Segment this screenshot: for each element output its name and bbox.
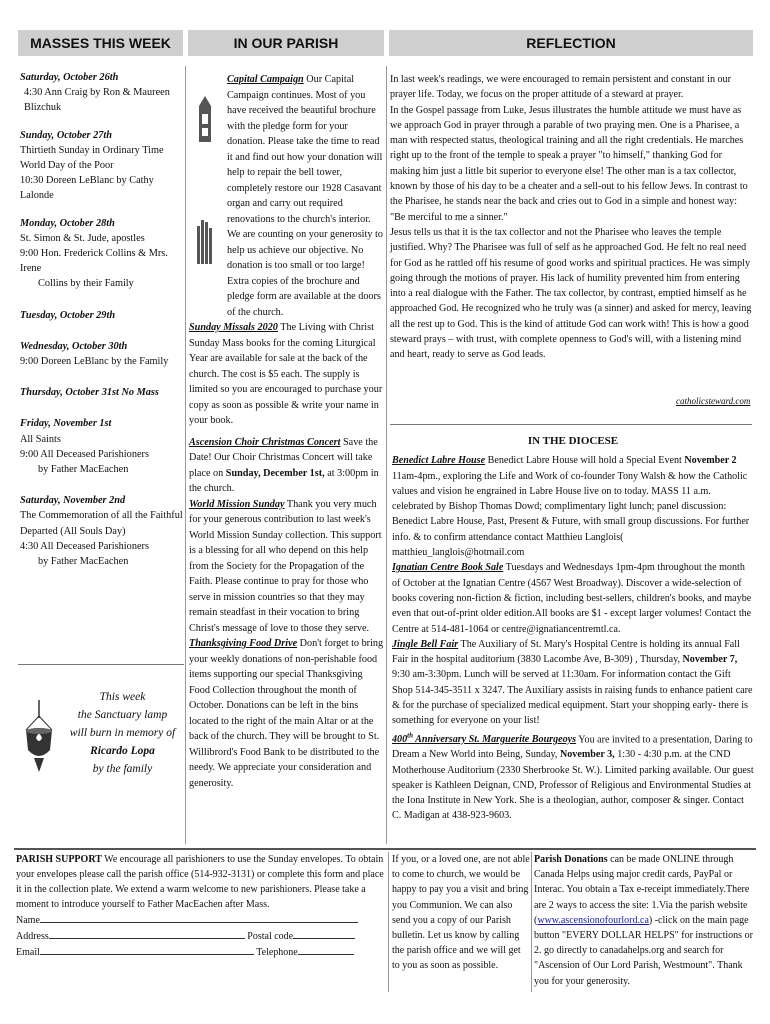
food-drive-notice (189, 636, 385, 791)
telephone-label: Telephone (256, 947, 298, 958)
lamp-line-2: the Sanctuary lamp (77, 709, 168, 721)
sanctuary-lamp-dedication (60, 688, 185, 778)
mass-detail-line: The Commemoration of all the Faithful (20, 510, 183, 522)
mass-detail-line: World Day of the Poor (20, 160, 114, 172)
labre-title: Benedict Labre House (392, 455, 486, 467)
reflection-paragraph-3: Jesus tells us that it is the tax collector and not the Pharisee who leaves the temple justified. Why? The Pharisee was full of self as he approached God. He felt no real need for God as he rattled off his resume of good works and spiritual practices. He was simply going through the motions of prayer. His lack of humility prevented him from entering into a real dialogue with the Father. The tax collector, by contrast, emptied himself as he approached God. He recognized who he truly was (a sinner) and asked for mercy, leaving all the rest up to God. This is the kind of attitude God can work with! This is how a good steward prays – with trust, with complete openness to God's will, with a listening mind and heart, ready to serve as God leads. (390, 226, 752, 361)
column-divider-1 (185, 66, 186, 844)
mass-day-heading: Sunday, October 27th (20, 129, 113, 141)
capital-campaign-notice (189, 72, 385, 320)
name-label: Name (16, 915, 40, 926)
lamp-line-5: by the family (92, 763, 153, 775)
labre-text: Benedict Labre House will hold a Special Event (485, 455, 685, 467)
choir-text: Save the Date! Our Choir Christmas Concert will take place on (189, 436, 378, 479)
missals-title: Sunday Missals 2020 (189, 322, 278, 333)
food-drive-title: Thanksgiving Food Drive (189, 638, 298, 649)
ignatian-title: Ignatian Centre Book Sale (392, 562, 504, 574)
mass-detail-line: Thirtieth Sunday in Ordinary Time (20, 144, 164, 156)
bourgeoys-title-text: Anniversary St. Marguerite Bourgeoys (412, 734, 577, 745)
mass-day-heading: Thursday, October 31st No Mass (20, 387, 159, 399)
parish-support-text: We encourage all parishioners to use the Sunday envelopes. To obtain your envelopes please call the parish office (514-932-3131) or complete this form and place it in the collection plate. We extend a warm welcome to new parishioners. Please take a moment to introduce yourself to Father MacEachen after Mass. (16, 854, 384, 910)
bourgeoys-notice (392, 729, 754, 824)
jingle-text-end: 9:30 am-3:30pm. Lunch will be served at 11:30am. For information contact the Gift Shop 514-345-3511 x 3247. The Auxiliary assists in raising funds to enhance patient care & for the purchase of specialized medical equipment. Start your shopping early- there is something for everyone on your list! (392, 669, 753, 727)
diocese-title: IN THE DIOCESE (527, 435, 619, 447)
bourgeoys-title (392, 731, 577, 745)
address-field[interactable] (49, 928, 245, 939)
telephone-field[interactable] (298, 944, 354, 955)
mass-day-heading: Monday, October 28th (20, 217, 115, 229)
bottom-divider (14, 848, 756, 850)
mass-day-heading: Saturday, November 2nd (20, 495, 126, 507)
postal-code-field[interactable] (293, 928, 355, 939)
donations-text-end: ) -click on the main page button "EVERY DOLLAR HELPS" for instructions or 2. go directly to canadahelps.org and search for "Ascension of Our Lord Parish, Westmount". Thank you for your generosity. (534, 914, 753, 987)
form-email-row (16, 944, 384, 960)
labre-notice (392, 453, 754, 560)
labre-text-end: 11am-4pm., exploring the Life and Work of co-founder Tony Walsh & how the Catholic values and vision he engrained in Labre House live on to today. MASS 11 a.m. celebrated by Bishop Thomas Dowd; complimentary light lunch; panel discussion: Benedict Labre House, Past, Present & Future, with small group discussions. For further info. & to confirm attendance contact Matthieu Langlois( matthieu_langlois@hotmail.com (392, 470, 750, 559)
bourgeoys-title-number: 400 (392, 734, 408, 745)
bourgeoys-text-end: 1:30 - 4:30 p.m. at the CND Motherhouse Auditorium (2330 Sherbrooke St. W.). Limited parking available. Our guest speaker is Kathleen Deignan, CND, Professor of Religious and Environmental Studies at the Iona Institute in New York. She is a theologian, author, composer & singer. Contact C. Madigan at 438-923-9603. (392, 749, 754, 822)
capital-campaign-text: Our Capital Campaign continues. Most of you have received the beautiful brochure with the pledge form for your donation. Please take the time to read it and find out how your donation will help to repair the bell tower, completely restore our 1928 Casavant organ and carry out required renovations to the church's interior. We are counting on your generosity to help us achieve our objective. No donation is too small or too large! Extra copies of the brochure and pledge form are available at the doors of the church. (227, 74, 383, 318)
mass-detail-line: 9:00 Doreen LeBlanc by the Family (20, 356, 169, 368)
bourgeoys-title-sup: th (407, 731, 413, 740)
choir-title: Ascension Choir Christmas Concert (189, 436, 341, 448)
jingle-title: Jingle Bell Fair (392, 638, 459, 650)
mass-detail-line: Collins by their Family (38, 278, 134, 290)
column-divider-2 (386, 66, 387, 844)
name-field[interactable] (40, 912, 358, 923)
email-field[interactable] (40, 944, 254, 955)
header-reflection: REFLECTION (389, 30, 753, 56)
reflection-paragraph-2: In the Gospel passage from Luke, Jesus illustrates the humble attitude we must have as we approach God in prayer through a parable of two praying men. One is a Pharisee, a man with respected status, theological training and all the right credentials. He marches right up to the front of the temple to speak a prayer "to himself," thanking God for making him just a little bit superior to everyone else! The other man is a tax collector, known by those of his day to be a cheater and a sell-out to his fellow Jews. In contrast to the Pharisee, he stands near the back and cries out to God in a simple and honest way: "Be merciful to me a sinner." (390, 104, 748, 223)
reflection-credit: catholicsteward.com (676, 396, 751, 406)
form-address-row (16, 928, 384, 944)
address-label: Address (16, 931, 49, 942)
mission-notice (189, 497, 385, 637)
mass-detail-line: All Saints (20, 433, 61, 445)
mission-title: World Mission Sunday (189, 498, 285, 510)
header-parish: IN OUR PARISH (188, 30, 384, 56)
diocese-news (392, 432, 754, 824)
ignatian-notice (392, 560, 754, 636)
header-masses: MASSES THIS WEEK (18, 30, 183, 56)
lamp-line-1: This week (99, 691, 146, 703)
parish-support-title: PARISH SUPPORT (16, 854, 102, 865)
mass-day-heading: Wednesday, October 30th (20, 340, 128, 352)
choir-date: Sunday, December 1st, (225, 467, 325, 479)
mass-detail-line: 9:00 All Deceased Parishioners (20, 448, 149, 460)
mission-text: Thank you very much for your generous contribution to last week's World Mission Sunday collection. This support is a blessing for all who depend on this help from the Society for the Propagation of the Faith. Please continue to pray for those who serve in mission countries so that they may remain steadfast in their vocation to bring Christ's message of love to those they serve. (189, 498, 382, 634)
jingle-date: November 7, (682, 654, 738, 666)
mass-day-heading: Friday, November 1st (20, 418, 112, 430)
missals-notice (189, 320, 385, 429)
lamp-line-3: will burn in memory of (69, 727, 176, 739)
form-name-row (16, 912, 384, 928)
mass-detail-line: by Father MacEachen (38, 464, 129, 476)
mass-detail-line: St. Simon & St. Jude, apostles (20, 232, 145, 244)
reflection-paragraph-1: In last week's readings, we were encouraged to remain persistent and constant in our prayer life. Today, we focus on the proper attitude of a steward at prayer. (390, 74, 731, 101)
bottom-divider-2 (531, 852, 532, 992)
donations-text: can be made ONLINE through Canada Helps using major credit cards, PayPal or Interac. You obtain a Tax e-receipt immediately.There are 2 ways to access the site: 1.Via the parish website ( (534, 854, 750, 926)
ignatian-text: Tuesdays and Wednesdays 1pm-4pm throughout the month of October at the Ignatian Centre (4567 West Broadway). Discover a wide-selection of books covering non-fiction & fiction, including best-sellers, children's books, and maybe even that out-of-print older edition.All books are $1 - except larger volumes! Contact the Centre at 514-481-1064 or centre@ignatiancentremtl.ca. (392, 562, 752, 635)
bulletin-copy-notice: If you, or a loved one, are not able to come to church, we would be happy to pay you a visit and bring you Communion. We can also send you a copy of our Parish bulletin. Let us know by calling the parish office and we will get to you as soon as possible. (392, 854, 530, 972)
choir-text-end: at 3:00pm in the church. (189, 467, 379, 494)
mass-day-heading: Tuesday, October 29th (20, 309, 116, 321)
parish-website-link[interactable]: www.ascensionofourlord.ca (537, 914, 649, 926)
mass-detail-line: 4:30 Ann Craig by Ron & Maureen Blizchuk (24, 87, 170, 114)
reflection-divider (390, 424, 752, 425)
parish-support-form (16, 852, 384, 960)
labre-date: November 2 (684, 455, 737, 467)
postal-code-label: Postal code (247, 931, 294, 942)
mass-detail-line: 4:30 All Deceased Parishioners (20, 540, 149, 552)
mass-detail-line: 9:00 Hon. Frederick Collins & Mrs. Irene (20, 248, 168, 275)
parish-news (189, 72, 385, 791)
parish-donations-notice (534, 852, 754, 989)
choir-notice (189, 435, 385, 497)
bourgeoys-date: November 3, (559, 749, 615, 761)
capital-campaign-title: Capital Campaign (227, 74, 304, 85)
missals-text: The Living with Christ Sunday Mass books for the coming Liturgical Year are available for sale at the back of the church. The cost is $5 each. The supply is limited so you are encouraged to purchase your copy as soon as possible & write your name in your book. (189, 322, 383, 426)
donations-title: Parish Donations (534, 854, 608, 865)
masses-divider (18, 664, 184, 665)
jingle-text: The Auxiliary of St. Mary's Hospital Centre is holding its annual Fall Fair in the hospital auditorium (3830 Lacombe Ave, B-309) , Thursday, (392, 638, 740, 666)
jingle-notice (392, 637, 754, 729)
mass-detail-line: Departed (All Souls Day) (20, 525, 126, 537)
bourgeoys-text: You are invited to a presentation, Daring to Dream a New World into Being, Sunday, (392, 734, 753, 761)
mass-detail-line: by Father MacEachen (38, 556, 129, 568)
mass-day-heading: Saturday, October 26th (20, 72, 119, 83)
food-drive-text: Don't forget to bring your weekly donations of non-perishable food items supporting our special Thanksgiving Food Collection throughout the month of October. Donations can be left in the bins located to the right of the main Altar or at the back of the church. They will be brought to St. Willibrord's Food Bank to be distributed to the needy. We appreciate your consideration and generosity. (189, 638, 384, 789)
reflection-text (390, 72, 752, 363)
lamp-memorial-name: Ricardo Lopa (90, 745, 155, 757)
mass-detail-line: 10:30 Doreen LeBlanc by Cathy Lalonde (20, 175, 154, 202)
bottom-divider-1 (388, 852, 389, 992)
parish-support-notice (16, 852, 384, 912)
masses-list (20, 70, 184, 569)
email-label: Email (16, 947, 40, 958)
sanctuary-lamp-icon (22, 700, 56, 780)
